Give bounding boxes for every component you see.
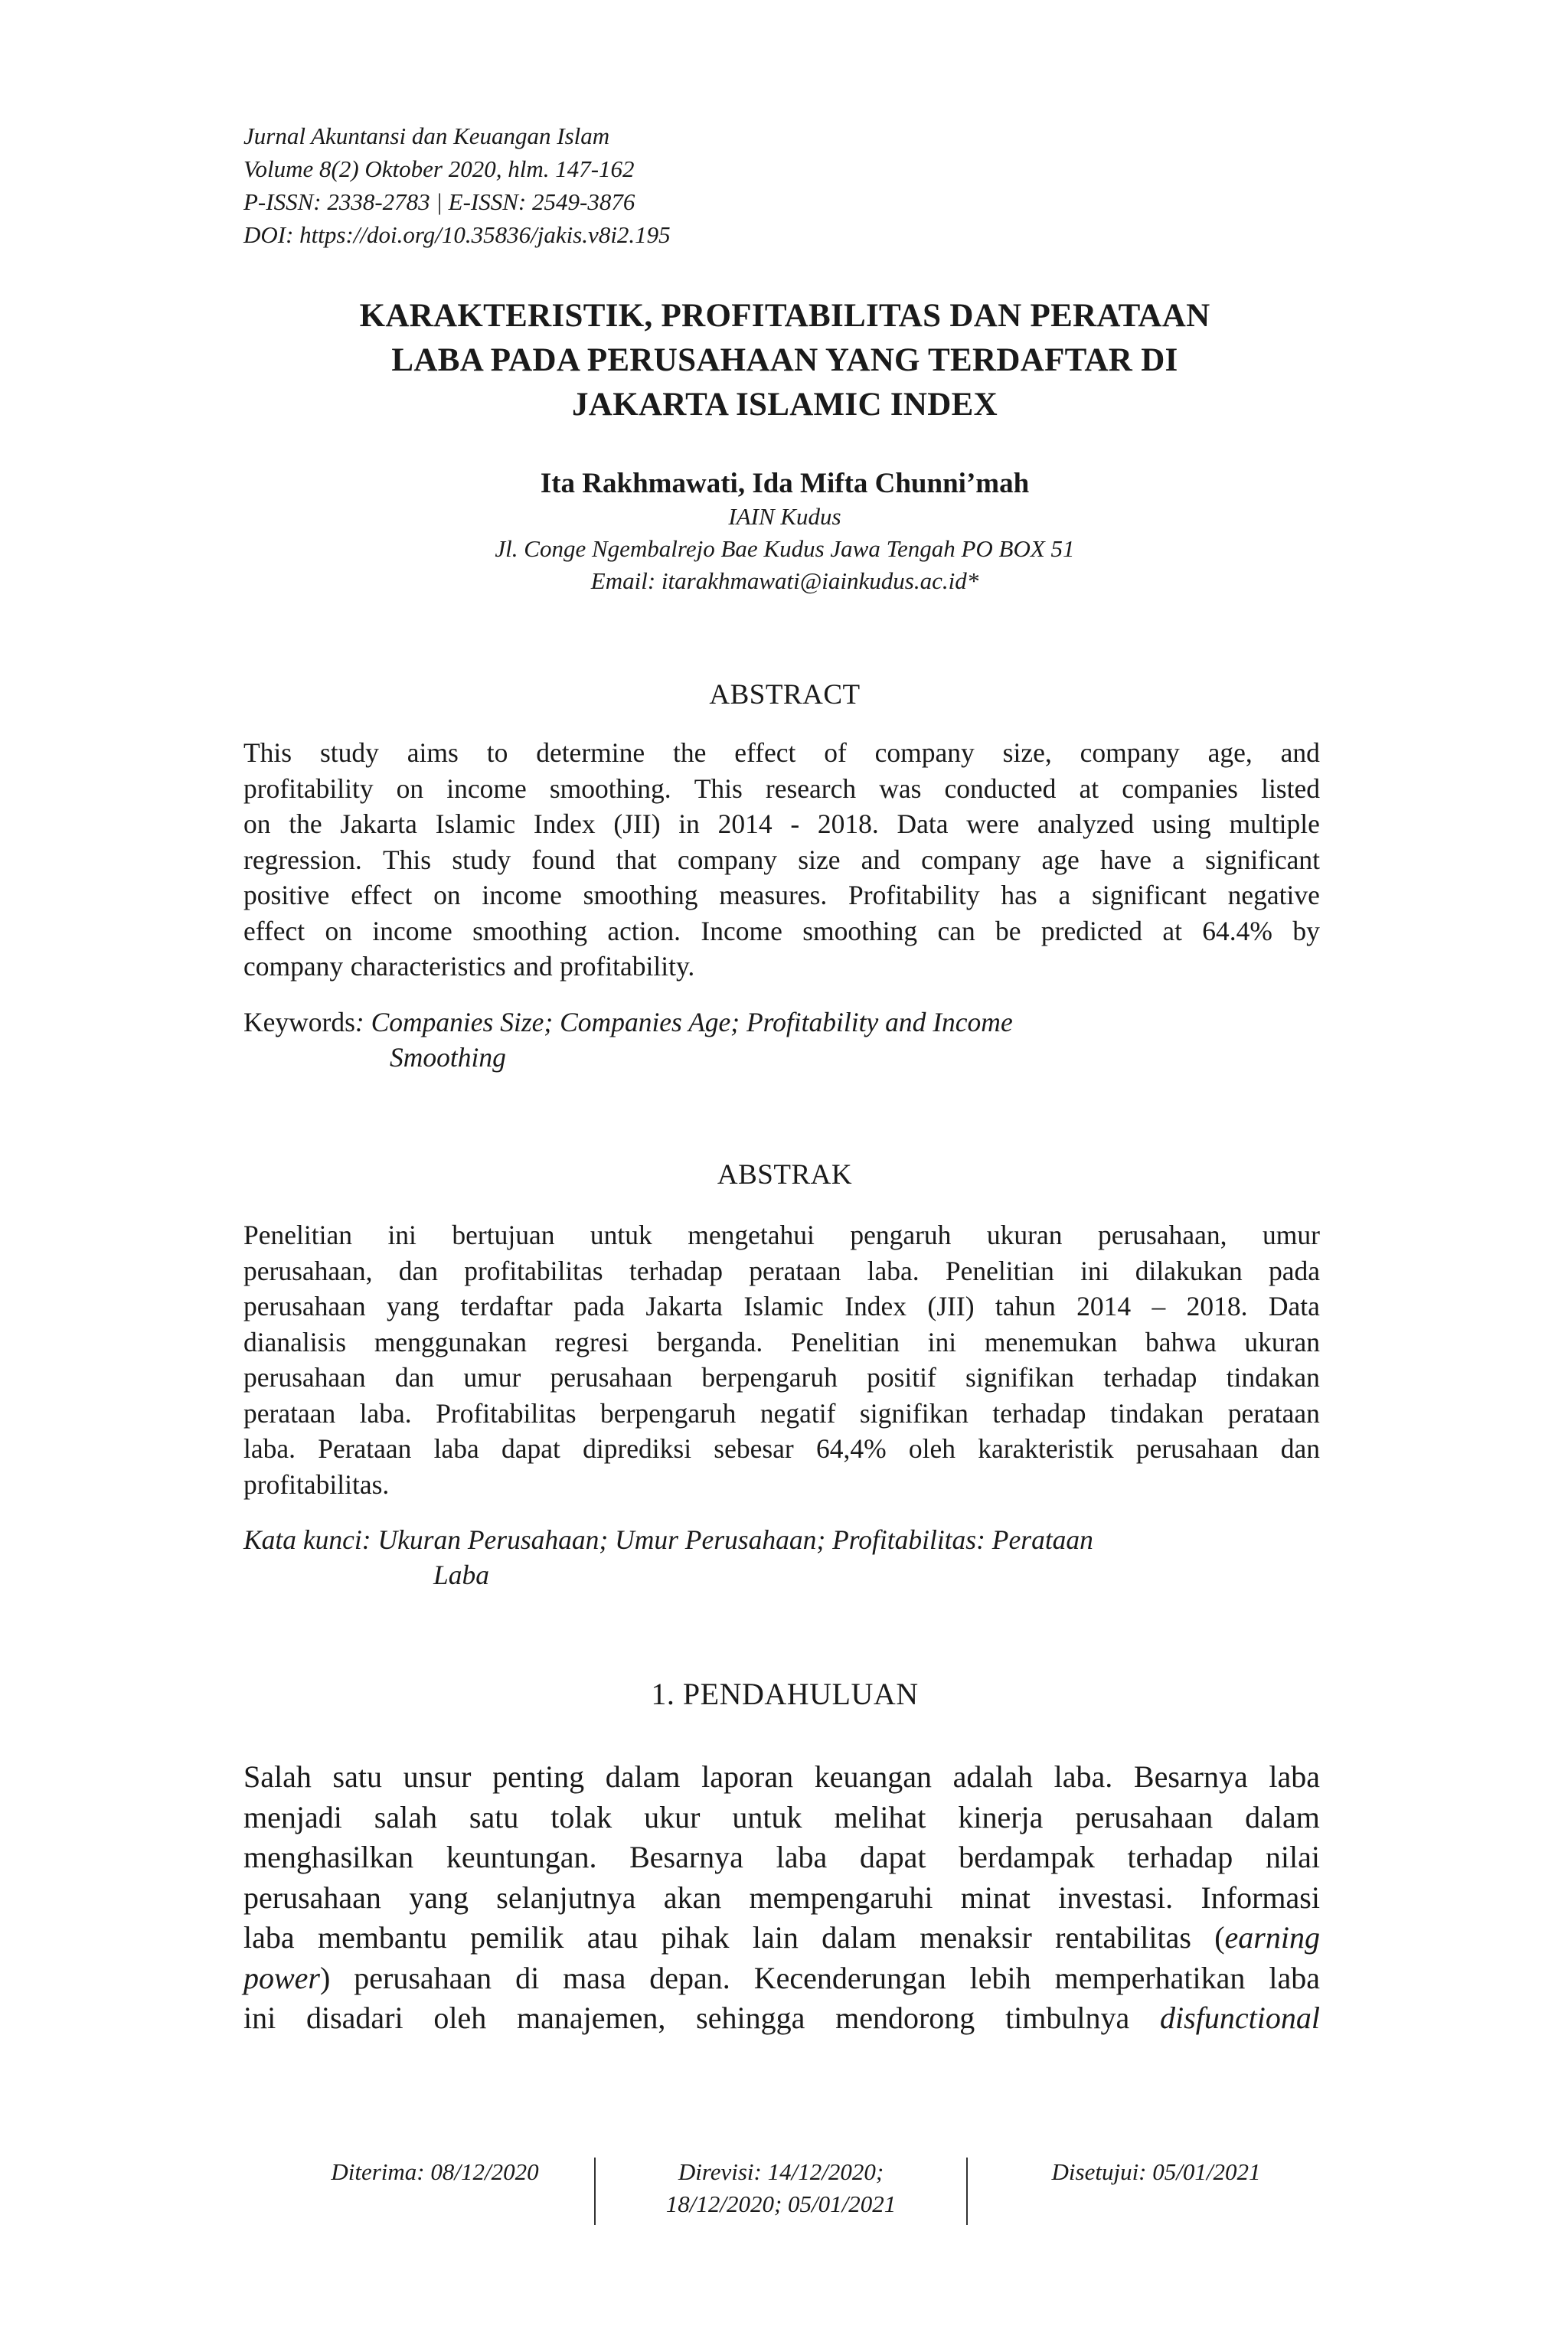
abstrak-keywords — [243, 1522, 1093, 1557]
word: mempengaruhi — [749, 1880, 933, 1915]
word: profitability — [243, 773, 374, 804]
word: menemukan — [984, 1326, 1118, 1357]
word: determine — [536, 737, 645, 768]
word: 2018. — [1186, 1291, 1248, 1321]
word: company — [921, 844, 1021, 875]
text-line — [243, 842, 1320, 878]
word: Besarnya — [1133, 1759, 1248, 1794]
word: oleh — [908, 1433, 956, 1464]
word: were — [966, 808, 1020, 839]
text-line — [243, 1360, 1320, 1396]
word: terhadap — [1127, 1840, 1233, 1874]
word: laba — [433, 1433, 479, 1464]
word: size — [798, 844, 841, 875]
word: kinerja — [958, 1799, 1044, 1834]
text-line — [243, 1961, 1320, 2001]
word: perusahaan — [550, 1362, 673, 1393]
word: perusahaan, — [243, 1255, 373, 1286]
abstract-text — [243, 735, 1320, 985]
word: dapat — [501, 1433, 560, 1464]
footer-divider — [966, 2158, 968, 2225]
word: 64,4% — [815, 1433, 887, 1464]
word: disfunctional — [1160, 2001, 1320, 2035]
word: Data — [897, 808, 949, 839]
word: depan. — [649, 1960, 730, 1995]
abstrak-keywords-cont — [433, 1557, 489, 1592]
paper-title — [199, 294, 1370, 427]
word: umur — [463, 1362, 521, 1393]
text-line — [243, 2001, 1320, 2041]
word: yang — [409, 1880, 469, 1915]
institution: IAIN Kudus — [728, 503, 841, 530]
word: This — [694, 773, 743, 804]
text-line — [243, 1759, 1320, 1800]
word: tindakan — [1110, 1397, 1204, 1429]
word: study — [319, 737, 379, 768]
word: on — [433, 880, 461, 910]
word: menggunakan — [374, 1326, 527, 1357]
word: untuk — [732, 1799, 802, 1834]
word: using — [1152, 808, 1211, 839]
word: that — [616, 844, 657, 875]
text-line — [243, 1325, 1320, 1361]
email: Email: itarakhmawati@iainkudus.ac.id* — [590, 567, 979, 594]
word: Profitability — [848, 880, 980, 910]
text-line — [243, 1840, 1320, 1880]
word: Index — [844, 1291, 907, 1321]
word: pada — [1268, 1255, 1320, 1286]
word: ini — [387, 1220, 416, 1250]
title-line: JAKARTA ISLAMIC INDEX — [572, 387, 998, 423]
keywords-list-cont: Smoothing — [390, 1042, 506, 1073]
word: Income — [701, 915, 782, 946]
word: memperhatikan — [1054, 1960, 1246, 1995]
title-line: KARAKTERISTIK, PROFITABILITAS DAN PERATAAN — [359, 298, 1210, 334]
word: negative — [1227, 880, 1320, 910]
word: berganda. — [656, 1326, 763, 1357]
accepted-date: Disetujui: 05/01/2021 — [1051, 2158, 1261, 2185]
word: the — [289, 808, 322, 839]
word: dan — [398, 1255, 439, 1286]
journal-name: Jurnal Akuntansi dan Keuangan Islam — [243, 122, 610, 149]
word: karakteristik — [978, 1433, 1114, 1464]
word: terhadap — [992, 1397, 1086, 1429]
word: and — [861, 844, 900, 875]
word: predicted — [1040, 915, 1142, 946]
word: effect — [351, 880, 413, 910]
word: listed — [1261, 773, 1320, 804]
word: sebesar — [714, 1433, 794, 1464]
word: age — [1041, 844, 1080, 875]
word: laporan — [701, 1759, 794, 1794]
word: timbulnya — [1005, 2001, 1130, 2035]
word: pemilik — [470, 1920, 564, 1955]
word: at — [1162, 915, 1182, 946]
word: terhadap — [1103, 1362, 1197, 1393]
word: terdaftar — [460, 1291, 553, 1321]
text-line — [243, 1800, 1320, 1841]
word: Perataan — [318, 1433, 412, 1464]
abstrak-text — [243, 1217, 1320, 1502]
word: Islamic — [435, 808, 516, 839]
word: berpengaruh — [701, 1362, 838, 1393]
word: menjadi — [243, 1799, 342, 1834]
word: terhadap — [629, 1255, 724, 1286]
word: disadari — [306, 2001, 403, 2035]
word: penting — [492, 1759, 585, 1794]
word: income — [372, 915, 452, 946]
word: dan — [394, 1362, 435, 1393]
word: signifikan — [965, 1362, 1074, 1393]
word: a — [1172, 844, 1184, 875]
word: This — [382, 844, 432, 875]
word: unsur — [403, 1759, 472, 1794]
word: pihak — [661, 1920, 730, 1955]
word: has — [1001, 880, 1037, 910]
word: found — [531, 844, 596, 875]
address: Jl. Conge Ngembalrejo Bae Kudus Jawa Tengah PO BOX 51 — [495, 535, 1075, 562]
word: perusahaan — [1135, 1433, 1259, 1464]
word: Jakarta — [645, 1291, 723, 1321]
word: on — [325, 915, 352, 946]
word: of — [824, 737, 847, 768]
word: significant — [1205, 844, 1320, 875]
word: and — [1280, 737, 1320, 768]
word: minat — [960, 1880, 1031, 1915]
word: company — [874, 737, 975, 768]
word: bertujuan — [452, 1220, 555, 1250]
word: a — [1058, 880, 1071, 910]
text-line — [243, 1920, 1320, 1961]
word: to — [486, 737, 508, 768]
text-line — [243, 1880, 1320, 1921]
word: This — [243, 737, 292, 768]
word: menaksir — [920, 1920, 1032, 1955]
word: age, — [1207, 737, 1253, 768]
word: company — [677, 844, 778, 875]
author-names: Ita Rakhmawati, Ida Mifta Chunni’mah — [540, 468, 1030, 499]
word: analyzed — [1037, 808, 1135, 839]
word: conducted — [944, 773, 1057, 804]
text-line — [243, 735, 1320, 771]
word: Besarnya — [629, 1840, 743, 1874]
word: smoothing — [583, 880, 698, 910]
word: yang — [387, 1291, 440, 1321]
word: Penelitian — [945, 1255, 1054, 1286]
word: ini — [243, 2001, 276, 2035]
word: – — [1152, 1291, 1166, 1321]
word: di — [515, 1960, 540, 1995]
text-line — [243, 1467, 1320, 1503]
word: dalam — [605, 1759, 681, 1794]
word: was — [879, 773, 922, 804]
word: laba — [243, 1920, 295, 1955]
word: smoothing — [802, 915, 918, 946]
word: laba. — [867, 1255, 920, 1286]
text-line — [243, 806, 1320, 842]
word: laba — [776, 1840, 828, 1874]
word: dapat — [859, 1840, 926, 1874]
word: Islamic — [743, 1291, 824, 1321]
affiliation — [199, 501, 1370, 597]
word: bahwa — [1145, 1326, 1217, 1357]
word: salah — [374, 1799, 437, 1834]
word: multiple — [1229, 808, 1320, 839]
word: laba. — [243, 1433, 296, 1464]
word: 2014 — [1076, 1291, 1132, 1321]
word: lebih — [969, 1960, 1031, 1995]
word: masa — [563, 1960, 626, 1995]
word: keuntungan. — [446, 1840, 597, 1874]
word: keuangan — [814, 1759, 932, 1794]
kata-kunci-list-cont: Laba — [433, 1560, 489, 1590]
word: investasi. — [1058, 1880, 1174, 1915]
word: ukur — [644, 1799, 701, 1834]
word: nilai — [1265, 1840, 1320, 1874]
text-line — [243, 1396, 1320, 1432]
word: dilakukan — [1135, 1255, 1243, 1286]
keywords-list: : Companies Size; Companies Age; Profitability and Income — [354, 1007, 1013, 1037]
word: Kecenderungan — [753, 1960, 946, 1995]
word: diprediksi — [583, 1433, 692, 1464]
word: tahun — [995, 1291, 1056, 1321]
word: perusahaan — [243, 1880, 381, 1915]
word: size, — [1002, 737, 1052, 768]
word: characteristics — [350, 951, 506, 982]
word: on — [396, 773, 424, 804]
word: akan — [663, 1880, 722, 1915]
word: company — [1080, 737, 1180, 768]
word: adalah — [952, 1759, 1033, 1794]
word: - — [790, 808, 800, 839]
word: profitabilitas. — [243, 1468, 390, 1500]
word: membantu — [317, 1920, 447, 1955]
word: smoothing. — [549, 773, 671, 804]
text-line — [243, 877, 1320, 913]
submission-dates — [0, 2156, 1568, 2240]
word: measures. — [719, 880, 828, 910]
word: perusahaan — [243, 1362, 366, 1393]
word: menghasilkan — [243, 1840, 414, 1874]
word: pada — [573, 1291, 626, 1321]
revised-dates — [628, 2156, 934, 2220]
revised-date-line: Direvisi: 14/12/2020; — [678, 2158, 884, 2185]
word: Data — [1268, 1291, 1320, 1321]
journal-header — [243, 119, 671, 251]
word: dalam — [822, 1920, 897, 1955]
word: income — [446, 773, 527, 804]
word: can — [937, 915, 975, 946]
word: perataan — [243, 1397, 336, 1429]
word: the — [672, 737, 707, 768]
word: significant — [1092, 880, 1207, 910]
word: ini — [927, 1326, 957, 1357]
word: regression. — [243, 844, 362, 875]
intro-heading: 1. PENDAHULUAN — [651, 1677, 919, 1711]
word: companies — [1122, 773, 1238, 804]
word: 2018. — [817, 808, 879, 839]
word: untuk — [590, 1220, 652, 1250]
word: study — [452, 844, 511, 875]
word: signifikan — [859, 1397, 969, 1429]
word: selanjutnya — [496, 1880, 636, 1915]
word: be — [995, 915, 1021, 946]
journal-volume: Volume 8(2) Oktober 2020, hlm. 147-162 — [243, 155, 635, 182]
word: on — [243, 808, 271, 839]
word: laba. — [1054, 1759, 1113, 1794]
intro-text — [243, 1759, 1320, 2041]
word: dianalisis — [243, 1326, 347, 1357]
word: 2014 — [717, 808, 773, 839]
word: berdampak — [959, 1840, 1095, 1874]
word: Penelitian — [790, 1326, 900, 1357]
title-line: LABA PADA PERUSAHAAN YANG TERDAFTAR DI — [391, 342, 1178, 378]
word: mendorong — [835, 2001, 975, 2035]
word: oleh — [433, 2001, 487, 2035]
word: profitabilitas — [464, 1255, 603, 1286]
word: perataan — [1227, 1397, 1320, 1429]
word: perataan — [749, 1255, 841, 1286]
received-date: Diterima: 08/12/2020 — [331, 2158, 539, 2185]
word: tindakan — [1226, 1362, 1320, 1393]
text-line — [243, 913, 1320, 949]
word: lain — [752, 1920, 799, 1955]
text-line — [243, 1431, 1320, 1467]
kata-kunci-list: Kata kunci: Ukuran Perusahaan; Umur Perusahaan; Profitabilitas: Perataan — [243, 1524, 1093, 1555]
word: negatif — [760, 1397, 836, 1429]
word: by — [1292, 915, 1320, 946]
word: profitability. — [560, 951, 695, 982]
word: positif — [867, 1362, 936, 1393]
word: ukuran — [986, 1220, 1063, 1250]
journal-issn: P-ISSN: 2338-2783 | E-ISSN: 2549-3876 — [243, 188, 635, 215]
abstract-heading: ABSTRACT — [709, 679, 861, 710]
footer-divider — [594, 2158, 596, 2225]
word: perusahaan — [1075, 1799, 1214, 1834]
word: dan — [1280, 1433, 1320, 1464]
text-line — [243, 949, 1320, 985]
text-line — [243, 1253, 1320, 1289]
word: power) — [243, 1960, 331, 1995]
word: (JII) — [927, 1291, 975, 1321]
text-line — [243, 1289, 1320, 1325]
word: atau — [586, 1920, 639, 1955]
word: (JII) — [613, 808, 661, 839]
word: melihat — [834, 1799, 926, 1834]
journal-doi: DOI: https://doi.org/10.35836/jakis.v8i2.195 — [243, 221, 671, 248]
word: perusahaan — [243, 1291, 366, 1321]
word: perusahaan — [354, 1960, 492, 1995]
text-line — [243, 1217, 1320, 1253]
word: laba — [1269, 1759, 1320, 1794]
keywords-label: Keywords — [243, 1007, 355, 1037]
word: and — [513, 951, 553, 982]
abstract-keywords-cont — [390, 1040, 506, 1075]
text-line — [243, 771, 1320, 807]
abstrak-heading: ABSTRAK — [717, 1159, 853, 1191]
word: sehingga — [696, 2001, 805, 2035]
word: dalam — [1245, 1799, 1320, 1834]
word: ini — [1080, 1255, 1109, 1286]
word: in — [678, 808, 700, 839]
word: satu — [332, 1759, 382, 1794]
word: Informasi — [1200, 1880, 1320, 1915]
word: 64.4% — [1202, 915, 1272, 946]
word: (earning — [1214, 1920, 1320, 1955]
word: satu — [469, 1799, 519, 1834]
word: at — [1079, 773, 1099, 804]
word: mengetahui — [688, 1220, 815, 1250]
word: tolak — [550, 1799, 612, 1834]
word: income — [482, 880, 562, 910]
word: Jakarta — [340, 808, 417, 839]
word: company — [243, 951, 344, 982]
word: regresi — [554, 1326, 629, 1357]
word: have — [1099, 844, 1152, 875]
word: Penelitian — [243, 1220, 352, 1250]
word: perusahaan, — [1097, 1220, 1227, 1250]
word: pengaruh — [850, 1220, 952, 1250]
word: smoothing — [472, 915, 588, 946]
word: Index — [533, 808, 596, 839]
word: Profitabilitas — [436, 1397, 577, 1429]
word: berpengaruh — [600, 1397, 737, 1429]
word: laba — [1269, 1960, 1320, 1995]
word: laba. — [359, 1397, 412, 1429]
word: umur — [1262, 1220, 1320, 1250]
word: aims — [407, 737, 459, 768]
word: research — [765, 773, 857, 804]
word: manajemen, — [517, 2001, 666, 2035]
revised-date-line: 18/12/2020; 05/01/2021 — [665, 2190, 897, 2217]
word: ukuran — [1244, 1326, 1320, 1357]
word: Salah — [243, 1759, 312, 1794]
word: positive — [243, 880, 330, 910]
word: action. — [607, 915, 681, 946]
abstract-keywords — [243, 1004, 1013, 1040]
word: effect — [243, 915, 305, 946]
word: rentabilitas — [1055, 1920, 1191, 1955]
word: effect — [734, 737, 796, 768]
